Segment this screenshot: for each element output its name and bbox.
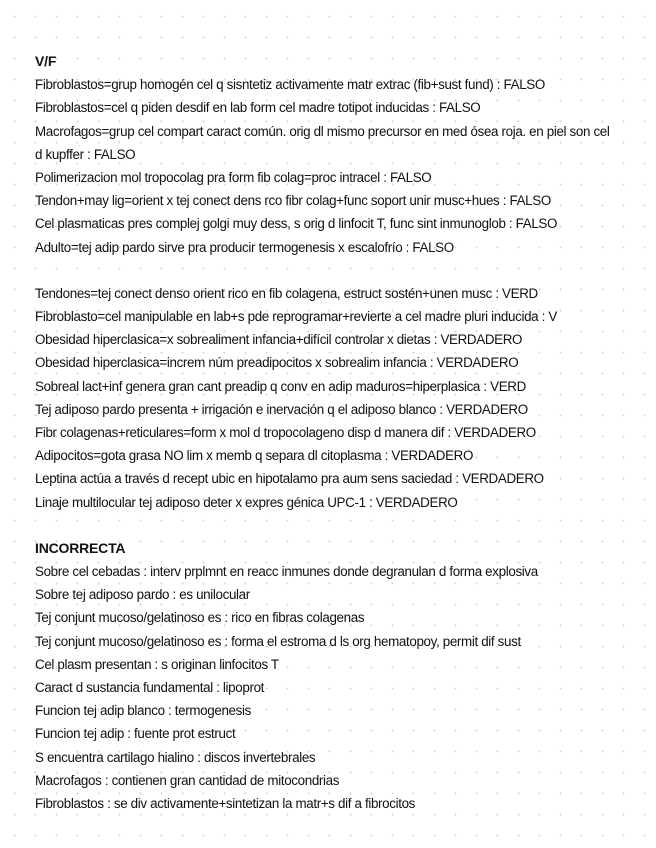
list-item: Funcion tej adip : fuente prot estruct [35,726,236,742]
document-page [35,50,651,815]
list-item: Funcion tej adip blanco : termogenesis [35,703,251,719]
list-item: Sobre cel cebadas : interv prplmnt en reacc inmunes donde degranulan d forma explosiva [35,564,538,580]
section-true-false-falso [35,50,651,259]
list-item: Fibroblastos=grup homogén cel q sisntetiz activamente matr extrac (fib+sust fund) : FALSO [35,77,545,93]
list-item: Tej adiposo pardo presenta + irrigación e inervación q el adiposo blanco : VERDADERO [35,401,528,417]
section-incorrecta [35,537,651,815]
list-item: Macrofagos=grup cel compart caract común. orig dl mismo precursor en med ósea roja. en piel son cel d kupffer : FALSO [35,123,610,162]
list-item: Fibroblastos=cel q piden desdif en lab form cel madre totipot inducidas : FALSO [35,100,481,116]
list-item: Polimerizacion mol tropocolag pra form fib colag=proc intracel : FALSO [35,170,432,186]
list-item: Tendones=tej conect denso orient rico en fib colagena, estruct sostén+unen musc : VERD [35,285,538,301]
list-item: Macrofagos : contienen gran cantidad de mitocondrias [35,772,340,788]
list-item: Adipocitos=gota grasa NO lim x memb q separa dl citoplasma : VERDADERO [35,448,474,464]
list-item: S encuentra cartilago hialino : discos invertebrales [35,749,316,765]
list-item: Obesidad hiperclasica=x sobrealiment infancia+difícil controlar x dietas : VERDADERO [35,332,523,348]
section-true-false-verdadero [35,282,651,514]
list-item: Fibroblasto=cel manipulable en lab+s pde reprogramar+revierte a cel madre pluri inducida : V [35,309,557,325]
section-heading: INCORRECTA [35,539,126,556]
list-item: Cel plasm presentan : s originan linfocitos T [35,656,279,672]
list-item: Cel plasmaticas pres complej golgi muy dess, s orig d linfocit T, func sint inmunoglob : FALSO [35,216,558,232]
list-item: Fibroblastos : se div activamente+sintetizan la matr+s dif a fibrocitos [35,796,416,812]
list-item: Leptina actúa a través d recept ubic en hipotalamo pra aum sens saciedad : VERDADERO [35,471,544,487]
list-item: Obesidad hiperclasica=increm núm preadipocitos x sobrealim infancia : VERDADERO [35,355,519,371]
list-item: Sobre tej adiposo pardo : es unilocular [35,587,250,603]
list-item: Caract d sustancia fundamental : lipoprot [35,680,265,696]
section-heading: V/F [35,53,57,69]
list-item: Fibr colagenas+reticulares=form x mol d tropocolageno disp d manera dif : VERDADERO [35,425,536,441]
list-item: Sobreal lact+inf genera gran cant preadip q conv en adip maduros=hiperplasica : VERD [35,378,526,394]
list-item: Tej conjunt mucoso/gelatinoso es : rico en fibras colagenas [35,610,365,626]
list-item: Tej conjunt mucoso/gelatinoso es : forma el estroma d ls org hematopoy, permit dif sust [35,633,521,649]
list-item: Adulto=tej adip pardo sirve pra producir termogenesis x escalofrío : FALSO [35,239,454,255]
list-item: Tendon+may lig=orient x tej conect dens rco fibr colag+func soport unir musc+hues : FALSO [35,193,551,209]
list-item: Linaje multilocular tej adiposo deter x expres génica UPC-1 : VERDADERO [35,494,458,510]
